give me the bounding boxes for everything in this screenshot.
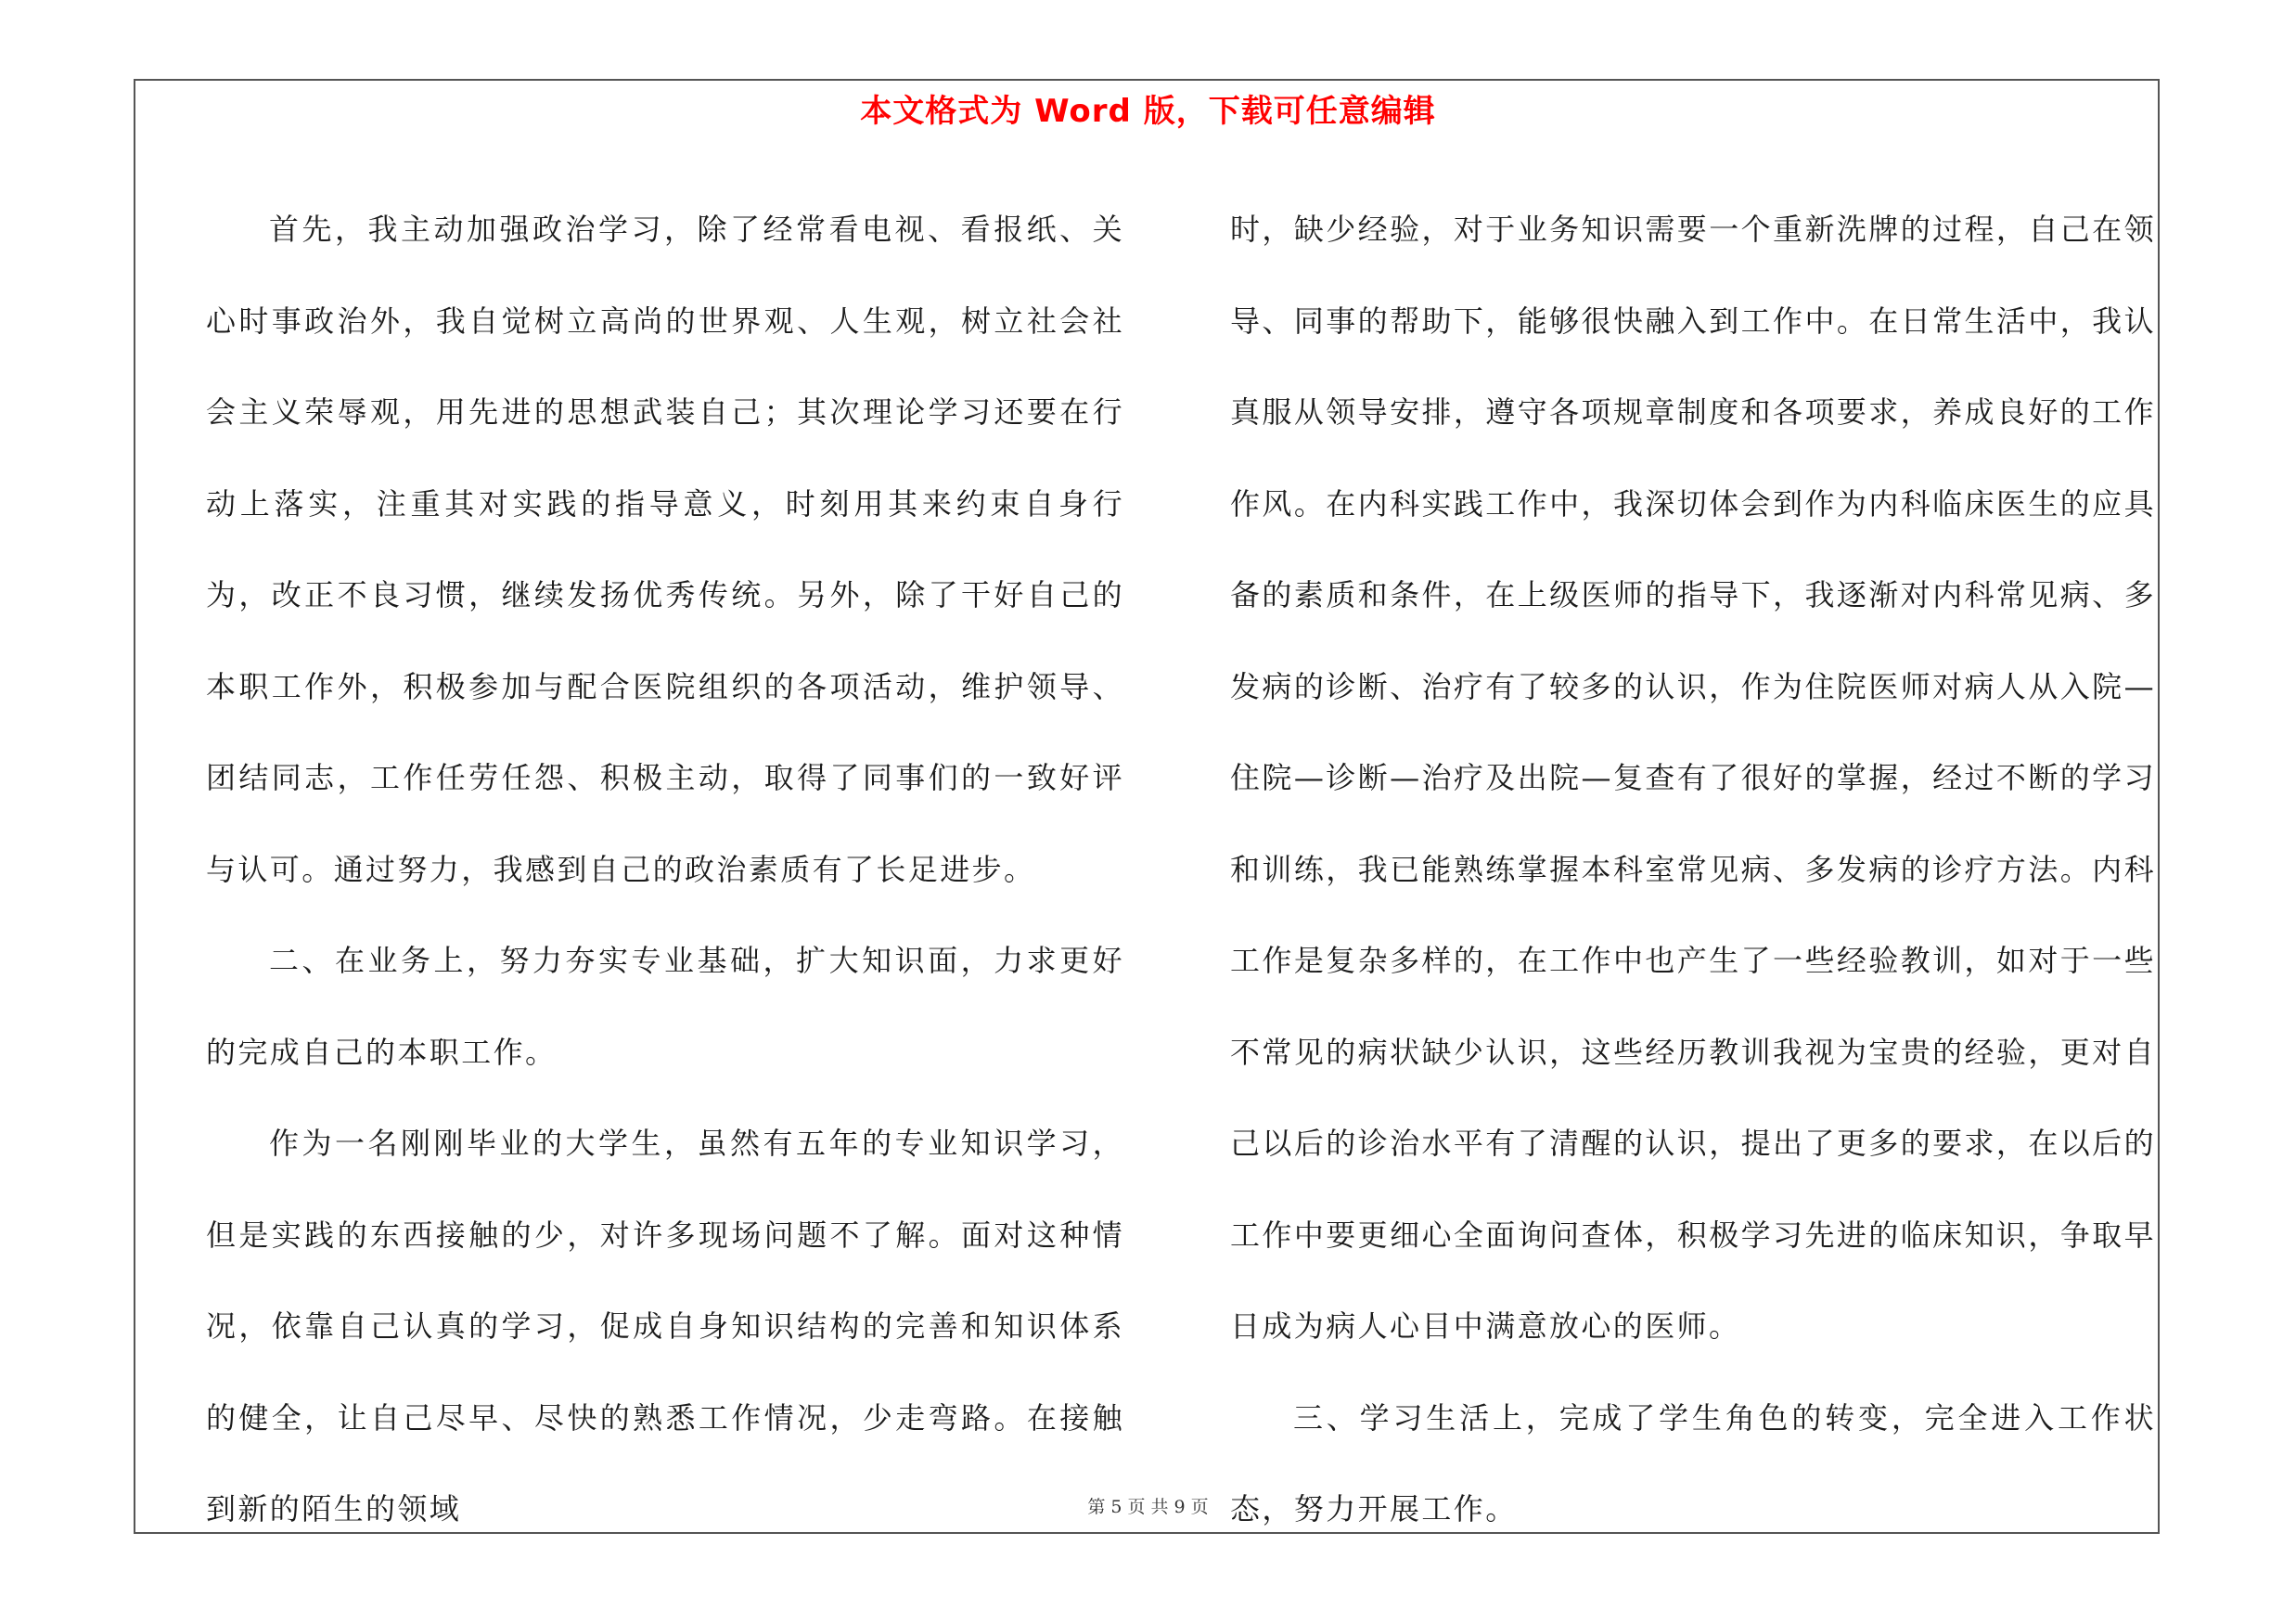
paragraph-section-three-heading: 三、学习生活上，完成了学生角色的转变，完全进入工作状态，努力开展工作。 [1230, 1399, 2156, 1526]
paragraph-continued-internal-medicine: 时，缺少经验，对于业务知识需要一个重新洗牌的过程，自己在领导、同事的帮助下，能够很快融入到工作中。在日常生活中，我认真服从领导安排，遵守各项规章制度和各项要求，养成良好的工作作风。在内科实践工作中，我深切体会到作为内科临床医生的应具备的素质和条件，在上级医师的指导下，我逐渐对内科常见病、多发病的诊断、治疗有了较多的认识，作为住院医师对病人从入院—住院—诊断—治疗及出院—复查有了很好的掌握，经过不断的学习和训练，我已能熟练掌握本科室常见病、多发病的诊疗方法。内科工作是复杂多样的，在工作中也产生了一些经验教训，如对于一些不常见的病状缺少认识，这些经历教训我视为宝贵的经验，更对自己以后的诊治水平有了清醒的认识，提出了更多的要求，在以后的工作中要更细心全面询问查体，积极学习先进的临床知识，争取早日成为病人心目中满意放心的医师。 [1230, 212, 2156, 1344]
paragraph-section-two-heading: 二、在业务上，努力夯实专业基础，扩大知识面，力求更好的完成自己的本职工作。 [206, 943, 1124, 1070]
format-notice-banner: 本文格式为 Word 版，下载可任意编辑 [860, 93, 1436, 130]
page-number-footer: 第 5 页 共 9 页 [1087, 1497, 1209, 1517]
paragraph-political-study: 首先，我主动加强政治学习，除了经常看电视、看报纸、关心时事政治外，我自觉树立高尚的世界观、人生观，树立社会社会主义荣辱观，用先进的思想武装自己；其次理论学习还要在行动上落实，注重其对实践的指导意义，时刻用其来约束自身行为，改正不良习惯，继续发扬优秀传统。另外，除了干好自己的本职工作外，积极参加与配合医院组织的各项活动，维护领导、团结同志，工作任劳任怨、积极主动，取得了同事们的一致好评与认可。通过努力，我感到自己的政治素质有了长足进步。 [206, 212, 1124, 887]
right-text-column [1230, 184, 2156, 1555]
paragraph-graduate-experience: 作为一名刚刚毕业的大学生，虽然有五年的专业知识学习，但是实践的东西接触的少，对许多现场问题不了解。面对这种情况，依靠自己认真的学习，促成自身知识结构的完善和知识体系的健全，让自己尽早、尽快的熟悉工作情况，少走弯路。在接触到新的陌生的领域 [206, 1126, 1124, 1526]
left-text-column [206, 184, 1124, 1555]
